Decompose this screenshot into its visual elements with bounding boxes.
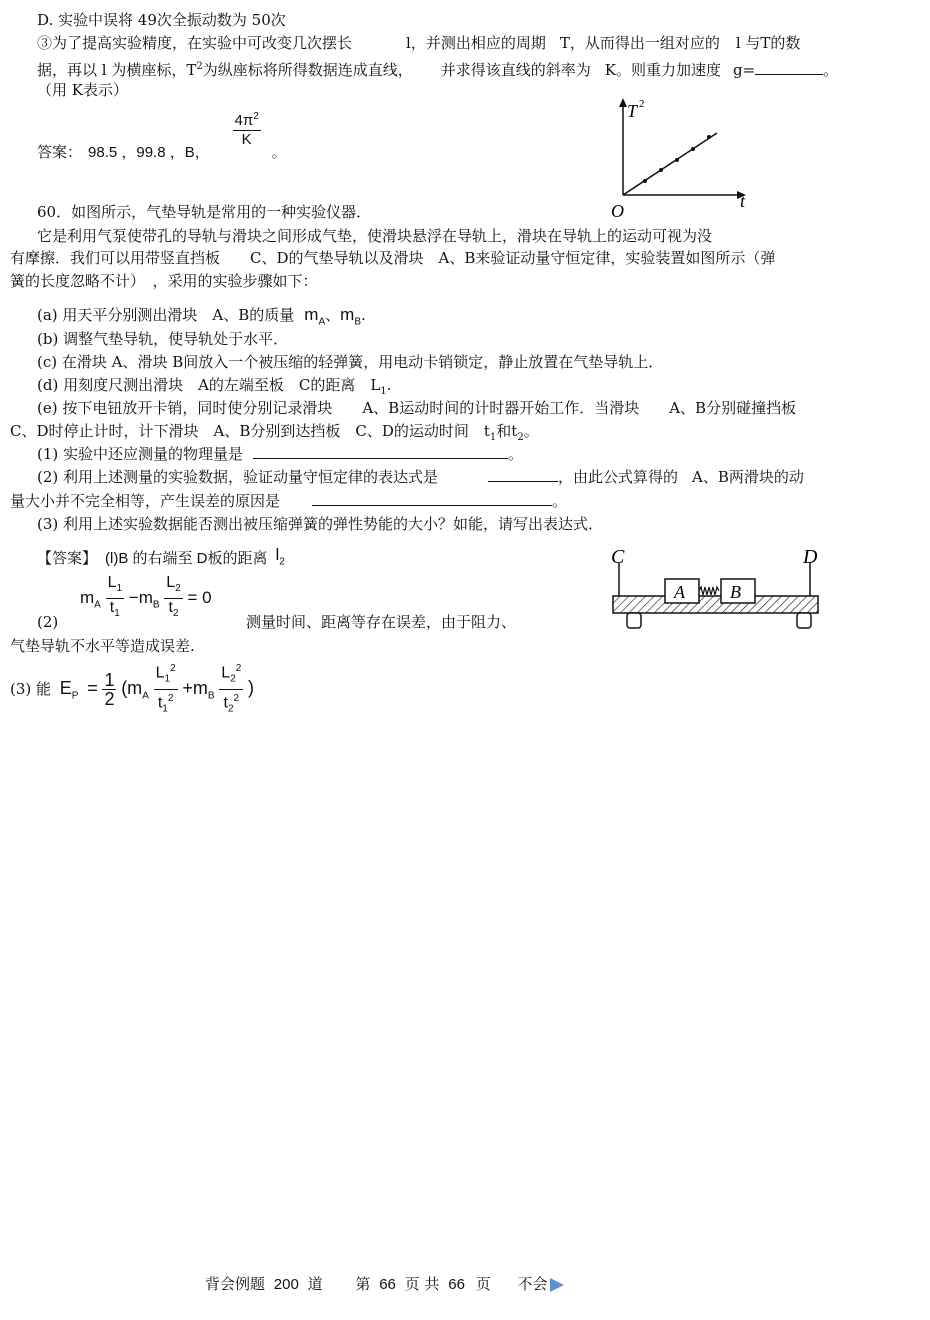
- data-point: [643, 179, 647, 183]
- answer-blank[interactable]: [488, 467, 558, 482]
- answer-2-text: 测量时间、距离等存在误差，由于阻力、: [246, 613, 517, 631]
- air-track-apparatus: [605, 543, 830, 638]
- plate-c-label: C: [611, 546, 625, 568]
- paragraph-line: 簧的长度忽略不计） ，采用的实验步骤如下：: [10, 272, 318, 290]
- block-b-label: B: [730, 582, 741, 602]
- question-60-title: 60．如图所示，气垫导轨是常用的一种实验仪器．: [37, 203, 372, 221]
- origin-label: O: [611, 201, 624, 221]
- step-e: (e) 按下电钮放开卡销，同时使分别记录滑块 A、B运动时间的计时器开始工作．当滑块 A、B分别碰撞挡板: [37, 399, 797, 417]
- answer-blank[interactable]: [312, 491, 552, 506]
- answer-blank[interactable]: [755, 60, 823, 75]
- block-a-label: A: [674, 582, 685, 602]
- page-corner-icon: [550, 1278, 564, 1292]
- answer-2-text-cont: 气垫导轨不水平等造成误差.: [10, 637, 195, 655]
- elastic-energy-equation: (3) 能 $E_P$ = $\frac{1}{2}$ ($m_A$ $\frac{L_1^2}{t_1^2}$ $+m_B$ $\frac{L_2^2}{t_2^2}$ ): [10, 660, 254, 718]
- track-leg: [797, 613, 811, 628]
- fit-line: [623, 133, 717, 195]
- paragraph-line: ③为了提高实验精度，在实验中可改变几次摆长 l，并测出相应的周期 T，从而得出一组对应的 l 与T的数: [37, 34, 801, 52]
- option-d-line: D. 实验中误将 49次全振动数为 50次: [37, 11, 286, 29]
- paragraph-line: 据，再以 l 为横座标，$T^2$为纵座标将所得数据连成直线， 并求得该直线的斜率为 K。则重力加速度 g= 。: [37, 61, 839, 79]
- data-point: [659, 168, 663, 172]
- answer-blank[interactable]: [253, 444, 508, 459]
- compressed-spring: [699, 587, 719, 595]
- x-axis-label: t: [740, 191, 746, 211]
- step-e-cont: C、D时停止计时，计下滑块 A、B分别到达挡板 C、D的运动时间 $t_1$和$t_2$。: [10, 422, 539, 443]
- plate-d-label: D: [803, 546, 818, 568]
- answer-line: 【答案】 (l)B 的右端至 D板的距离 $l_2$: [37, 545, 285, 568]
- momentum-conservation-equation: $m_A$ $\frac{L_1}{t_1}$ $-m_B$ $\frac{L_2}{t_2}$ = 0: [80, 574, 212, 620]
- step-d: (d) 用刻度尺测出滑块 A的左端至板 C的距离 $L_1$.: [37, 376, 392, 397]
- y-axis-arrow: [619, 98, 627, 107]
- y-axis-label-sup: 2: [639, 98, 645, 110]
- step-b: (b) 调整气垫导轨，使导轨处于水平．: [37, 330, 289, 348]
- step-a: (a) 用天平分别测出滑块 A、B的质量 $m_A$、$m_B$.: [37, 305, 366, 328]
- data-point: [675, 158, 679, 162]
- y-axis-label: T: [627, 101, 638, 121]
- period-squared-graph: [605, 95, 755, 225]
- paragraph-line: 它是利用气泵使带孔的导轨与滑块之间形成气垫，使滑块悬浮在导轨上，滑块在导轨上的运动可视为没: [37, 227, 713, 245]
- paragraph-line: 有摩擦．我们可以用带竖直挡板 C、D的气垫导轨以及滑块 A、B来验证动量守恒定律，实验装置如图所示（弹: [10, 249, 776, 267]
- fraction-4pi2-over-k: $\frac{4\pi^2}{K}$: [233, 108, 261, 149]
- answer-line: 答案： 98.5 ，99.8 ，B， $\frac{4\pi^2}{K}$ 。: [37, 108, 287, 149]
- air-track: [613, 596, 818, 613]
- sub-question-1: (1) 实验中还应测量的物理量是 。: [37, 445, 524, 463]
- step-c: (c) 在滑块 A、滑块 B间放入一个被压缩的轻弹簧，用电动卡销锁定，静止放置在气垫导轨上．: [37, 353, 664, 371]
- paragraph-line: （用 K表示）: [37, 81, 128, 99]
- track-leg: [627, 613, 641, 628]
- page-footer: 背会例题 200 道 第 66 页 共 66 页 不会: [205, 1273, 564, 1294]
- sub-question-3: (3) 利用上述实验数据能否测出被压缩弹簧的弹性势能的大小？如能，请写出表达式．: [37, 515, 604, 533]
- data-point: [707, 135, 711, 139]
- data-point: [691, 147, 695, 151]
- answer-2-label: (2): [37, 613, 59, 631]
- sub-question-2: (2) 利用上述测量的实验数据，验证动量守恒定律的表达式是 ，由此公式算得的 A、B两滑块的动: [37, 468, 804, 486]
- sub-question-2-cont: 量大小并不完全相等，产生误差的原因是 。: [10, 492, 568, 510]
